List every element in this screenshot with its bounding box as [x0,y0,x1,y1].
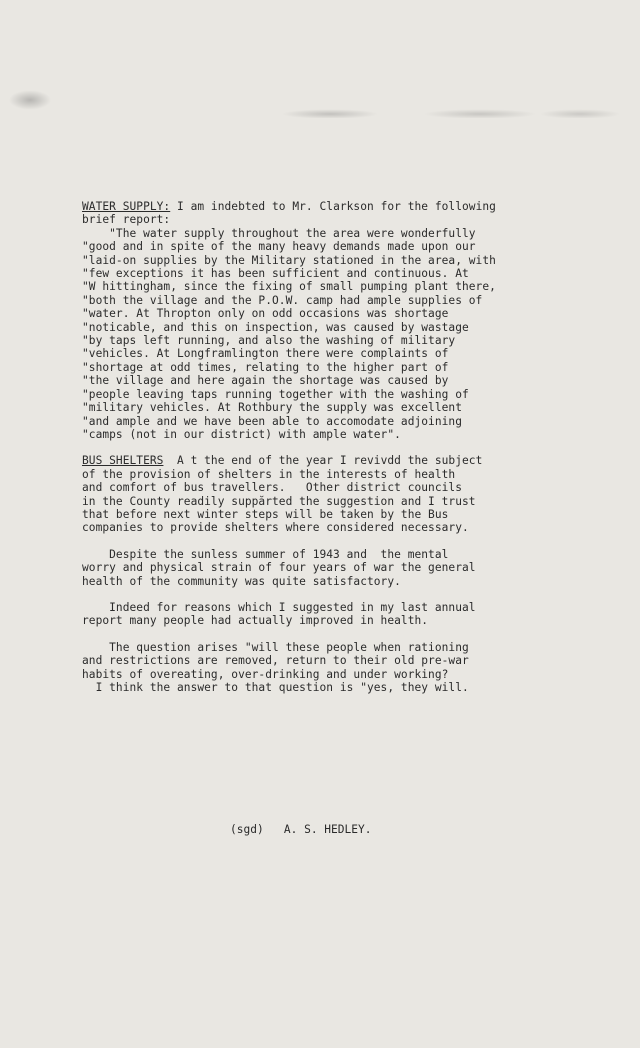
text-line: "both the village and the P.O.W. camp had ample supplies of [82,293,483,307]
text-line: Indeed for reasons which I suggested in my last annual [82,600,476,614]
paragraph-gap [82,535,592,548]
text-line: "and ample and we have been able to accomodate adjoining [82,414,462,428]
text-line: "laid-on supplies by the Military stationed in the area, with [82,253,496,267]
text-line: habits of overeating, over-drinking and under working? [82,667,449,681]
text-line: "W hittingham, since the fixing of small pumping plant there, [82,280,496,294]
text-line: The question arises "will these people when rationing [82,640,469,654]
text-line: and restrictions are removed, return to their old pre-war [82,654,469,668]
paragraph-gap [82,588,592,601]
paragraph-gap [82,441,592,454]
text-line: "noticable, and this on inspection, was caused by wastage [82,320,469,334]
signature: (sgd) A. S. HEDLEY. [230,823,372,836]
water-supply-intro: I am indebted to Mr. Clarkson for the following [170,200,496,213]
water-supply-heading: WATER SUPPLY: [82,200,171,213]
document-body [82,200,592,694]
text-line: "camps (not in our district) with ample water". [82,427,401,441]
text-line: "few exceptions it has been sufficient and continuous. At [82,267,469,281]
paragraph-gap [82,628,592,641]
text-line: brief report: [82,213,171,227]
bus-shelters-heading: BUS SHELTERS [82,454,164,468]
text-line: "good and in spite of the many heavy demands made upon our [82,240,476,254]
bus-shelters-intro: A t the end of the year I revivdd the subject [163,454,483,468]
bus-shelters-heading-line [82,454,592,467]
text-line: I think the answer to that question is "yes, they will. [82,681,469,694]
text-line: health of the community was quite satisfactory. [82,574,401,588]
text-line: "military vehicles. At Rothbury the supply was excellent [82,401,462,415]
text-line: report many people had actually improved in health. [82,614,429,628]
water-supply-heading-line [82,200,592,213]
text-line: "by taps left running, and also the washing of military [82,334,456,348]
text-line: "vehicles. At Longframlington there were complaints of [82,347,449,361]
scan-smudge [0,78,640,118]
text-line: in the County readily suppărted the suggestion and I trust [82,494,476,508]
text-line: "shortage at odd times, relating to the higher part of [82,360,449,374]
text-line: that before next winter steps will be taken by the Bus [82,507,449,521]
text-line: "people leaving taps running together with the washing of [82,387,469,401]
text-line: "the village and here again the shortage was caused by [82,374,449,388]
text-line: and comfort of bus travellers. Other district councils [82,481,462,495]
text-line: worry and physical strain of four years of war the general [82,561,476,575]
text-line: companies to provide shelters where considered necessary. [82,521,469,535]
text-line: "water. At Thropton only on odd occasions was shortage [82,307,449,321]
text-line: "The water supply throughout the area were wonderfully [82,226,476,240]
text-line: Despite the sunless summer of 1943 and the mental [82,547,449,561]
text-line: of the provision of shelters in the interests of health [82,467,456,481]
